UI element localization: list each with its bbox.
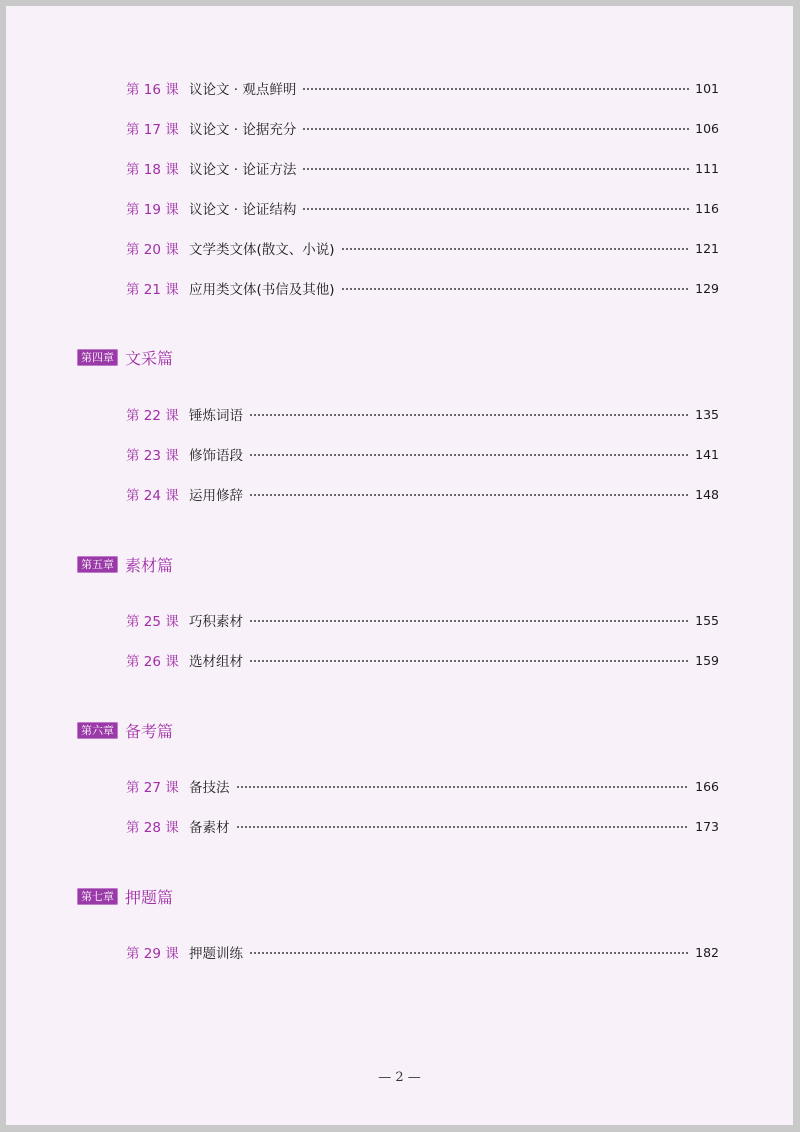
lesson-number: 第 25 课 <box>126 614 179 630</box>
chapter-heading[interactable] <box>77 884 173 908</box>
page-number: 141 <box>695 446 719 462</box>
lesson-number: 第 27 课 <box>126 780 179 796</box>
toc-entry[interactable] <box>126 156 719 180</box>
lesson-title: 锤炼词语 <box>189 408 243 424</box>
page-number: 182 <box>695 944 719 960</box>
lesson-number: 第 19 课 <box>126 202 179 218</box>
page-number: 159 <box>695 652 719 668</box>
toc-entry[interactable] <box>126 774 719 798</box>
lesson-title: 备素材 <box>189 820 230 836</box>
page-number: 116 <box>695 200 719 216</box>
dot-leader <box>249 494 689 496</box>
page-footer-number: — 2 — <box>378 1070 421 1085</box>
lesson-title: 议论文 · 论证方法 <box>189 162 297 178</box>
chapter-badge: 第六章 <box>77 722 118 739</box>
toc-entry[interactable] <box>126 442 719 466</box>
page-number: 121 <box>695 240 719 256</box>
dot-leader <box>341 288 690 290</box>
lesson-number: 第 21 课 <box>126 282 179 298</box>
page-number: 129 <box>695 280 719 296</box>
lesson-number: 第 22 课 <box>126 408 179 424</box>
toc-entry[interactable] <box>126 196 719 220</box>
dot-leader <box>249 952 689 954</box>
lesson-number: 第 28 课 <box>126 820 179 836</box>
page-number: 101 <box>695 80 719 96</box>
lesson-title: 应用类文体(书信及其他) <box>189 282 335 298</box>
page-number: 155 <box>695 612 719 628</box>
dot-leader <box>341 248 690 250</box>
toc-entry[interactable] <box>126 608 719 632</box>
chapter-badge: 第四章 <box>77 349 118 366</box>
toc-page <box>6 6 793 1125</box>
toc-entry[interactable] <box>126 482 719 506</box>
page-number: 166 <box>695 778 719 794</box>
lesson-title: 巧积素材 <box>189 614 243 630</box>
toc-entry[interactable] <box>126 116 719 140</box>
lesson-number: 第 23 课 <box>126 448 179 464</box>
toc-entry[interactable] <box>126 236 719 260</box>
dot-leader <box>302 208 689 210</box>
chapter-name: 备考篇 <box>125 721 174 741</box>
lesson-title: 议论文 · 论证结构 <box>189 202 297 218</box>
lesson-number: 第 16 课 <box>126 82 179 98</box>
lesson-number: 第 20 课 <box>126 242 179 258</box>
lesson-title: 押题训练 <box>189 946 243 962</box>
toc-entry[interactable] <box>126 814 719 838</box>
chapter-badge: 第七章 <box>77 888 118 905</box>
dot-leader <box>302 88 689 90</box>
lesson-title: 修饰语段 <box>189 448 243 464</box>
chapter-name: 押题篇 <box>125 887 174 907</box>
dot-leader <box>249 660 689 662</box>
lesson-number: 第 26 课 <box>126 654 179 670</box>
dot-leader <box>302 168 689 170</box>
dot-leader <box>302 128 689 130</box>
lesson-title: 运用修辞 <box>189 488 243 504</box>
chapter-badge: 第五章 <box>77 556 118 573</box>
chapter-heading[interactable] <box>77 718 173 742</box>
toc-entry[interactable] <box>126 276 719 300</box>
lesson-number: 第 24 课 <box>126 488 179 504</box>
dot-leader <box>249 454 689 456</box>
toc-entry[interactable] <box>126 76 719 100</box>
page-number: 173 <box>695 818 719 834</box>
lesson-title: 文学类文体(散文、小说) <box>189 242 335 258</box>
page-number: 148 <box>695 486 719 502</box>
lesson-title: 议论文 · 观点鲜明 <box>189 82 297 98</box>
dot-leader <box>236 826 690 828</box>
lesson-number: 第 18 课 <box>126 162 179 178</box>
lesson-number: 第 17 课 <box>126 122 179 138</box>
chapter-heading[interactable] <box>77 552 173 576</box>
chapter-heading[interactable] <box>77 345 173 369</box>
toc-entry[interactable] <box>126 402 719 426</box>
page-number: 106 <box>695 120 719 136</box>
lesson-title: 选材组材 <box>189 654 243 670</box>
dot-leader <box>249 414 689 416</box>
page-number: 135 <box>695 406 719 422</box>
toc-entry[interactable] <box>126 940 719 964</box>
toc-entry[interactable] <box>126 648 719 672</box>
lesson-number: 第 29 课 <box>126 946 179 962</box>
dot-leader <box>236 786 690 788</box>
chapter-name: 文采篇 <box>125 348 174 368</box>
page-number: 111 <box>695 160 719 176</box>
lesson-title: 议论文 · 论据充分 <box>189 122 297 138</box>
chapter-name: 素材篇 <box>125 555 174 575</box>
dot-leader <box>249 620 689 622</box>
lesson-title: 备技法 <box>189 780 230 796</box>
